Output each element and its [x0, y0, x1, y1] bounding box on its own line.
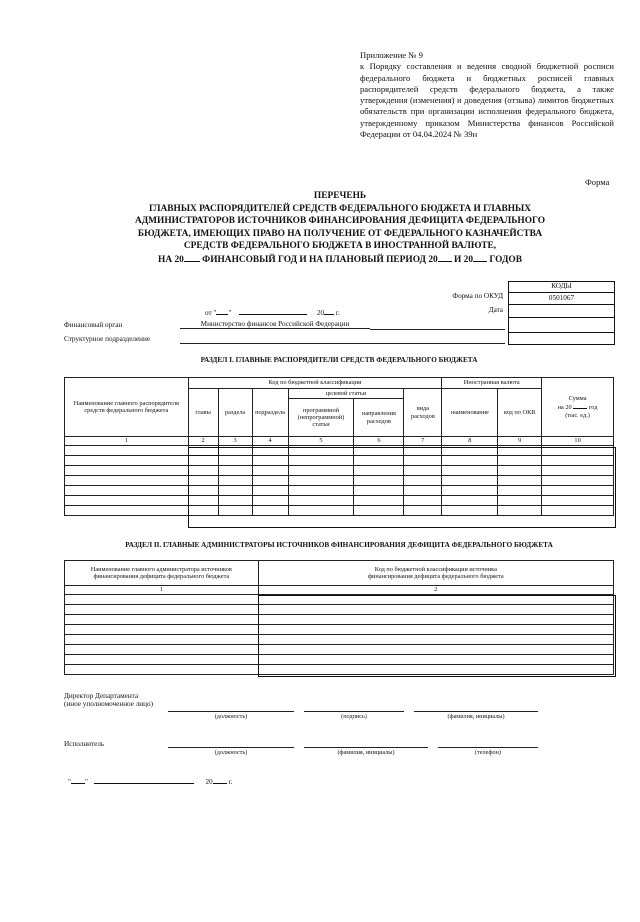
year-blank[interactable] [473, 253, 487, 262]
s2-col1-header: Наименование главного администратора источников финансирования дефицита федерального бюджета [65, 561, 259, 586]
month-blank[interactable] [239, 306, 307, 315]
col-glavy: главы [188, 389, 218, 437]
year-blank[interactable] [184, 253, 200, 262]
year-blank[interactable] [438, 253, 452, 262]
table-row[interactable] [65, 665, 614, 675]
table-row[interactable] [65, 476, 614, 486]
cap-signature: (подпись) [341, 713, 367, 720]
table-row[interactable] [65, 615, 614, 625]
executor-phone-line[interactable] [438, 747, 538, 748]
okud-code: 0501067 [509, 293, 614, 305]
table-row[interactable] [65, 456, 614, 466]
director-signature-line[interactable] [304, 711, 404, 712]
cap-fio: (фамилия, инициалы) [447, 713, 505, 720]
table-row[interactable] [65, 446, 614, 456]
section1-title: РАЗДЕЛ I. ГЛАВНЫЕ РАСПОРЯДИТЕЛИ СРЕДСТВ ФЕДЕРАЛЬНОГО БЮДЖЕТА [200, 356, 478, 364]
fin-organ-code-cell[interactable] [509, 318, 614, 333]
director-fio-line[interactable] [414, 711, 538, 712]
currency-group-header: Иностранная валюта [442, 378, 542, 389]
day-blank[interactable] [216, 306, 228, 315]
table-row[interactable] [65, 645, 614, 655]
col-podrazdela: подраздела [252, 389, 288, 437]
section1-table [64, 377, 614, 516]
director-position-line[interactable] [168, 711, 294, 712]
appendix-text: к Порядку составления и ведения сводной бюджетной росписи федерального бюджета и бюджетных росписей главных распорядителей средств федерального бюджета, а также утверждения (изменения) и доведения (отзыва) лимитов бюджетных обязательств при организации исполнения федерального бюджета, утвержденному приказом Министерства финансов Российской Федерации от 04.04.2024 № 39н [360, 61, 614, 140]
col-okv: код по ОКВ [498, 389, 542, 437]
title-period-c: И 20 [454, 254, 474, 265]
table-row[interactable] [65, 635, 614, 645]
footer-month-blank[interactable] [94, 775, 194, 784]
year-blank[interactable] [324, 306, 334, 315]
target-group-header: целевой статьи [288, 389, 404, 399]
appendix-block [360, 50, 614, 140]
cap-phone: (телефон) [475, 749, 501, 756]
date-code-cell[interactable] [509, 305, 614, 318]
title-word: ПЕРЕЧЕНЬ [313, 191, 367, 201]
fin-organ-label: Финансовый орган [64, 321, 123, 329]
title-line-3: БЮДЖЕТА, ИМЕЮЩИХ ПРАВО НА ПОЛУЧЕНИЕ ОТ ФЕДЕРАЛЬНОГО КАЗНАЧЕЙСТВА [137, 228, 543, 239]
cap-position-2: (должность) [214, 749, 248, 756]
table-row[interactable] [65, 655, 614, 665]
title-period-b: ФИНАНСОВЫЙ ГОД И НА ПЛАНОВЫЙ ПЕРИОД 20 [202, 254, 438, 265]
cap-position: (должность) [214, 713, 248, 720]
table-row[interactable] [65, 466, 614, 476]
table-row[interactable] [65, 595, 614, 605]
footer-day-blank[interactable] [71, 775, 85, 784]
title-line-2: АДМИНИСТРАТОРОВ ИСТОЧНИКОВ ФИНАНСИРОВАНИЯ ДЕФИЦИТА ФЕДЕРАЛЬНОГО [134, 216, 546, 227]
col-vida: вида расходов [404, 389, 442, 437]
code-group-header: Код по бюджетной классификации [188, 378, 442, 389]
table-row[interactable] [65, 486, 614, 496]
executor-position-line[interactable] [168, 747, 294, 748]
col-napr: направления расходов [354, 399, 404, 437]
okud-label: Форма по ОКУД [452, 292, 503, 300]
title-line-1: ГЛАВНЫХ РАСПОРЯДИТЕЛЕЙ СРЕДСТВ ФЕДЕРАЛЬНОГО БЮДЖЕТА И ГЛАВНЫХ [148, 203, 532, 214]
executor-label: Исполнитель [64, 740, 105, 748]
col-razdela: раздела [218, 389, 252, 437]
director-label: Директор Департамента (иное уполномоченное лицо) [64, 692, 153, 709]
table-row[interactable] [65, 605, 614, 615]
title-period-d: ГОДОВ [489, 254, 522, 265]
cap-fio-2: (фамилия, инициалы) [337, 749, 395, 756]
table-row[interactable] [65, 496, 614, 506]
executor-fio-line[interactable] [304, 747, 428, 748]
forma-label: Форма [585, 177, 610, 187]
section2-table [64, 560, 614, 675]
struct-label: Структурное подразделение [64, 335, 151, 343]
column-numbers-row: 1 2 3 4 5 6 7 8 9 10 [65, 437, 614, 446]
appendix-title: Приложение № 9 [360, 50, 423, 60]
fin-organ-line [370, 329, 505, 330]
date-label: Дата [488, 306, 503, 314]
struct-line[interactable] [180, 343, 505, 344]
table-row[interactable] [65, 625, 614, 635]
col-program: программной (непрограммной) статьи [288, 399, 354, 437]
title-line-4: СРЕДСТВ ФЕДЕРАЛЬНОГО БЮДЖЕТА В ИНОСТРАННОЙ ВАЛЮТЕ, [183, 241, 497, 252]
codes-header: КОДЫ [509, 282, 614, 293]
fin-organ-value: Министерство финансов Российской Федерации [180, 320, 370, 329]
section2-title: РАЗДЕЛ II. ГЛАВНЫЕ АДМИНИСТРАТОРЫ ИСТОЧНИКОВ ФИНАНСИРОВАНИЯ ДЕФИЦИТА ФЕДЕРАЛЬНОГО БЮДЖЕТА [125, 541, 553, 549]
s2-col2-header: Код по бюджетной классификации источника финансирования дефицита федерального бюджета [258, 561, 613, 586]
date-line: от " " 20 г. [205, 306, 340, 317]
footer-year-blank[interactable] [213, 775, 227, 784]
document-title [60, 190, 620, 267]
title-line-5 [60, 253, 620, 267]
col-currency-name: наименование [442, 389, 498, 437]
codes-box [508, 281, 615, 345]
col-name-header: Наименование главного распорядителя средств федерального бюджета [65, 378, 189, 437]
col-sum-header: Сумма на 20 год (тыс. ед.) [542, 378, 614, 437]
title-period-a: НА 20 [158, 254, 184, 265]
footer-date: " " 20 г. [68, 775, 232, 786]
table-row[interactable] [65, 506, 614, 516]
s2-column-numbers-row: 1 2 [65, 586, 614, 595]
